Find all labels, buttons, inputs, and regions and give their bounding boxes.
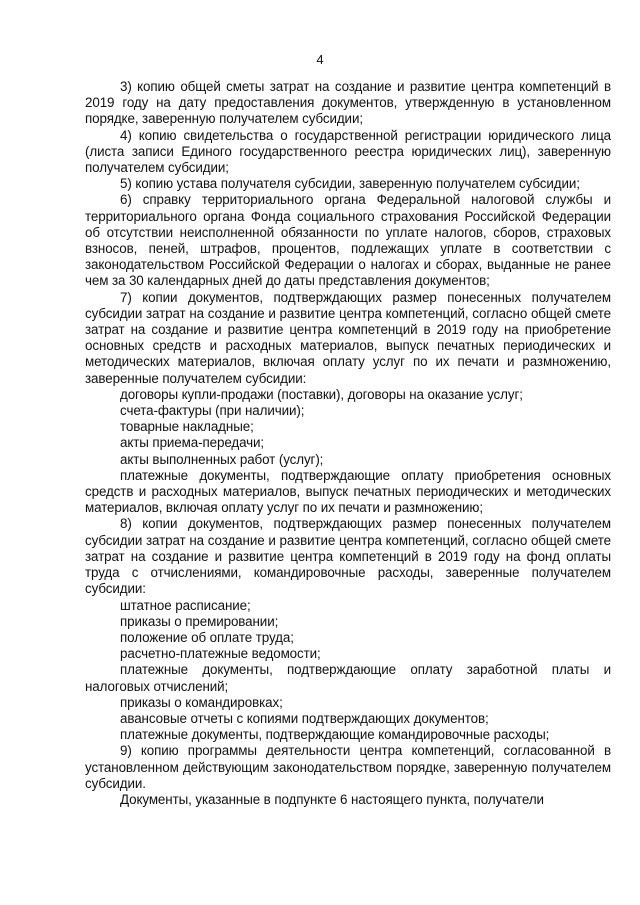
list-item-payment-documents-salary: платежные документы, подтверждающие оплату заработной платы и налоговых отчислений;: [85, 662, 611, 694]
list-item-bonus-orders: приказы о премировании;: [120, 613, 279, 629]
paragraph-item-7: 7) копии документов, подтверждающих размер понесенных получателем субсидии затрат на создание и развитие центра компетенций, согласно общей смете затрат на создание и развитие центра компетенций в 2019 году на приобретение основных средств и расходных материалов, выпуск печатных периодических и методических материалов, включая оплату услуг по их печати и размножению, заверенные получателем субсидии:: [85, 289, 611, 386]
paragraph-item-6: 6) справку территориального органа Федеральной налоговой службы и территориального органа Фонда социального страхования Российской Федерации об отсутствии неисполненной обязанности по уплате налогов, сборов, страховых взносов, пеней, штрафов, процентов, подлежащих уплате в соответствии с законодательством Российской Федерации о налогах и сборах, выданные не ранее чем за 30 календарных дней до даты представления документов;: [85, 192, 611, 289]
paragraph-item-5: 5) копию устава получателя субсидии, заверенную получателем субсидии;: [120, 176, 580, 192]
page-number: 4: [316, 52, 324, 67]
list-item-advance-reports: авансовые отчеты с копиями подтверждающих документов;: [120, 710, 489, 726]
list-item-payroll-sheets: расчетно-платежные ведомости;: [120, 646, 321, 662]
list-item-invoices: счета-фактуры (при наличии);: [120, 403, 305, 419]
paragraph-documents-note: Документы, указанные в подпункте 6 настоящего пункта, получатели: [120, 791, 544, 807]
list-item-contracts: договоры купли-продажи (поставки), договоры на оказание услуг;: [120, 386, 523, 402]
document-body: [85, 79, 611, 808]
list-item-payment-documents-assets: платежные документы, подтверждающие оплату приобретения основных средств и расходных материалов, выпуск печатных периодических и методических материалов, включая оплату услуг по их печати и размножению;: [85, 467, 611, 516]
paragraph-item-4: 4) копию свидетельства о государственной регистрации юридического лица (листа записи Единого государственного реестра юридических лиц), заверенную получателем субсидии;: [85, 127, 611, 176]
paragraph-item-9: 9) копию программы деятельности центра компетенций, согласованной в установленном действующим законодательством порядке, заверенную получателем субсидии.: [85, 743, 611, 791]
list-item-work-acts: акты выполненных работ (услуг);: [120, 451, 324, 467]
list-item-pay-regulation: положение об оплате труда;: [120, 629, 294, 645]
list-item-payment-documents-travel: платежные документы, подтверждающие командировочные расходы;: [120, 727, 550, 743]
list-item-travel-orders: приказы о командировках;: [120, 694, 283, 710]
list-item-waybills: товарные накладные;: [120, 419, 254, 435]
paragraph-item-3: 3) копию общей сметы затрат на создание и развитие центра компетенций в 2019 году на дату предоставления документов, утвержденную в установленном порядке, заверенную получателем субсидии;: [85, 79, 611, 127]
list-item-staff-schedule: штатное расписание;: [120, 597, 251, 613]
paragraph-item-8: 8) копии документов, подтверждающих размер понесенных получателем субсидии затрат на создание и развитие центра компетенций, согласно общей смете затрат на создание и развитие центра компетенций в 2019 году на фонд оплаты труда с отчислениями, командировочные расходы, заверенные получателем субсидии:: [85, 516, 611, 597]
list-item-transfer-acts: акты приема-передачи;: [120, 435, 265, 451]
